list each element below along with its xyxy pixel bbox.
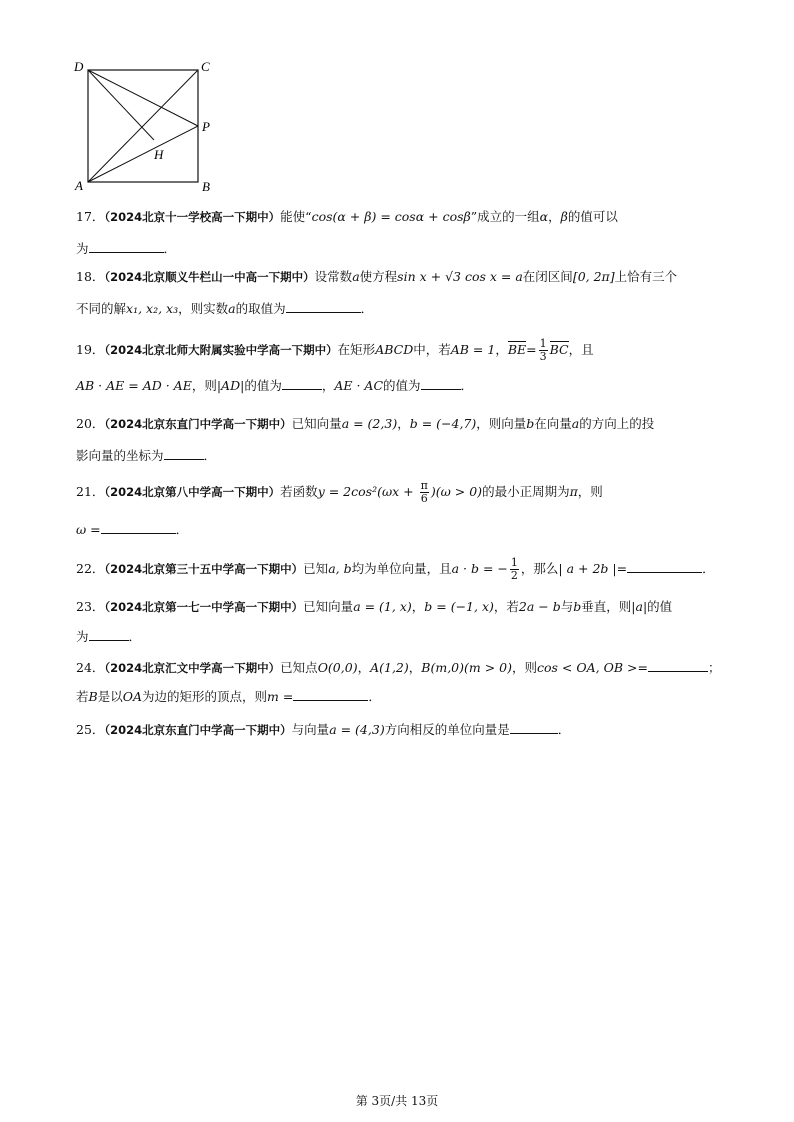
label-c: C <box>201 59 210 74</box>
problem-19: 19．（2024北京北师大附属实验中学高一下期中）在矩形ABCD中，若AB = 1，BE= $\frac{1}{3}$ BC，且 AB · AE = AD · AE，则|AD|的值为 ，AE · AC的值为 ． <box>76 337 594 394</box>
answer-blank[interactable] <box>101 521 176 534</box>
problem-18: 18．（2024北京顺义牛栏山一中高一下期中）设常数a使方程sin x + √3 cos x = a在闭区间[0, 2π]上恰有三个 不同的解x₁, x₂, x₃，则实数a的取值为 ． <box>76 269 678 316</box>
problem-24: 24．（2024北京汇文中学高一下期中）已知点O(0,0)，A(1,2)，B(m,0)(m > 0)，则cos < OA, OB >= ； 若B是以OA为边的矩形的顶点，则m = ． <box>76 660 721 704</box>
fraction-pi-over-6: $\frac{\pi}{6}$ <box>420 479 428 506</box>
fraction-one-half: $\frac{1}{2}$ <box>510 556 518 583</box>
label-b: B <box>202 179 210 194</box>
segment-dp <box>88 70 198 126</box>
problem-17: 17．（2024北京十一学校高一下期中）能使“cos(α + β) = cosα + cosβ”成立的一组α，β的值可以 为 ． <box>76 209 618 256</box>
problem-23: 23．（2024北京第一七一中学高一下期中）已知向量a = (1, x)，b = (−1, x)，若2a − b与b垂直，则|a|的值 为 ． <box>76 599 673 644</box>
geometry-figure <box>70 58 220 198</box>
label-p: P <box>202 119 210 134</box>
problem-22: 22．（2024北京第三十五中学高一下期中）已知a, b均为单位向量，且a · b = − $\frac{1}{2}$ ，那么| a + 2b |= ． <box>76 556 715 583</box>
answer-blank[interactable] <box>648 659 708 672</box>
problem-21: 21．（2024北京第八中学高一下期中）若函数y = 2cos²(ωx + $\frac{\pi}{6}$ )(ω > 0)的最小正周期为π，则 ω = ． <box>76 479 603 538</box>
label-a: A <box>75 178 83 193</box>
label-d: D <box>74 59 84 74</box>
answer-blank[interactable] <box>164 447 204 460</box>
page-footer: 第 3页/共 13页 <box>355 1094 439 1108</box>
answer-blank[interactable] <box>421 377 461 390</box>
segment-ap <box>88 126 198 182</box>
answer-blank[interactable] <box>286 300 361 313</box>
answer-blank[interactable] <box>89 628 129 641</box>
segment-dh <box>88 70 154 140</box>
answer-blank[interactable] <box>627 560 702 573</box>
answer-blank[interactable] <box>293 688 368 701</box>
problem-25: 25．（2024北京东直门中学高一下期中）与向量a = (4,3)方向相反的单位向量是 ． <box>76 722 571 737</box>
answer-blank[interactable] <box>510 721 558 734</box>
label-h: H <box>154 147 164 162</box>
problem-20: 20．（2024北京东直门中学高一下期中）已知向量a = (2,3)，b = (−4,7)，则向量b在向量a的方向上的投 影向量的坐标为 ． <box>76 416 655 463</box>
rectangle-diagram <box>70 58 220 198</box>
answer-blank[interactable] <box>282 377 322 390</box>
answer-blank[interactable] <box>89 240 164 253</box>
fraction-one-third: $\frac{1}{3}$ <box>539 337 547 364</box>
